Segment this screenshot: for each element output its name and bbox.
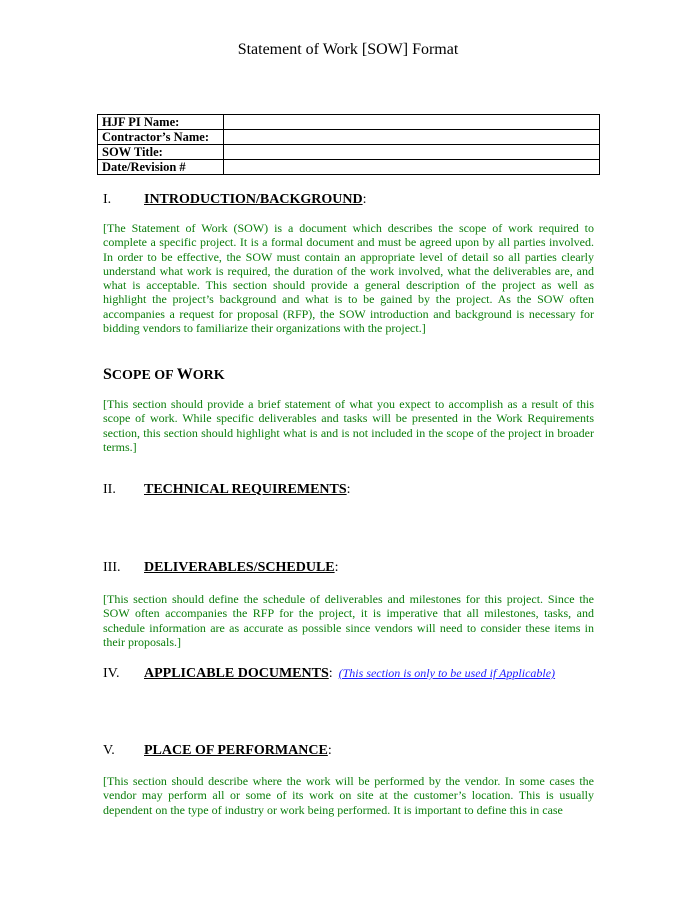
section-heading-deliverables — [103, 560, 339, 576]
deliverables-paragraph: [This section should define the schedule of deliverables and milestones for this project. Since the SOW often accompanies the RFP for the project, it is imperative that all milestones, tasks, and schedule information are as accurate as possible since vendors will need to consider these items in their proposals.] — [103, 592, 594, 649]
section-colon: : — [346, 482, 351, 497]
section-heading-intro — [103, 192, 366, 208]
table-row — [98, 130, 600, 145]
table-row — [98, 145, 600, 160]
section-title: DELIVERABLES/SCHEDULE — [144, 560, 335, 575]
date-revision-label: Date/Revision # — [98, 160, 224, 175]
applicable-note-link[interactable]: (This section is only to be used if Applicable) — [338, 666, 556, 680]
table-row — [98, 115, 600, 130]
section-colon: : — [327, 743, 332, 758]
section-number: II. — [103, 482, 116, 497]
section-colon: : — [334, 560, 339, 575]
intro-paragraph: [The Statement of Work (SOW) is a document which describes the scope of work required to complete a specific project. It is a formal document and must be agreed upon by all parties involved. In order to be effective, the SOW must contain an appropriate level of detail so all parties clearly understand what work is required, the duration of the work involved, what the deliverables are, and what is acceptable. This section should provide a general description of the project as well as highlight the project’s background and what is to be gained by the project. As the SOW often accompanies a request for proposal (RFP), the SOW introduction and background is necessary for bidding vendors to familiarize their organizations with the project.] — [103, 221, 594, 336]
scope-title-s: S — [103, 366, 112, 383]
section-number: III. — [103, 560, 121, 575]
scope-title-cope: COPE OF — [111, 368, 177, 383]
scope-paragraph: [This section should provide a brief statement of what you expect to accomplish as a result of this scope of work. While specific deliverables and tasks will be presented in the Work Requirements section, this section should highlight what is and is not included in the scope of the project in broader terms.] — [103, 397, 594, 454]
section-colon: : — [328, 666, 333, 681]
section-title: PLACE OF PERFORMANCE — [144, 743, 328, 758]
date-revision-value[interactable] — [224, 160, 600, 175]
section-number: V. — [103, 743, 115, 758]
section-colon: : — [362, 192, 367, 207]
section-title: TECHNICAL REQUIREMENTS — [144, 482, 347, 497]
sow-title-value[interactable] — [224, 145, 600, 160]
info-table — [97, 114, 600, 175]
scope-title — [103, 368, 225, 383]
contractor-name-label: Contractor’s Name: — [98, 130, 224, 145]
section-heading-applicable — [103, 665, 555, 682]
section-number: I. — [103, 192, 112, 207]
pi-name-value[interactable] — [224, 115, 600, 130]
section-heading-scope — [103, 367, 225, 384]
scope-title-w: W — [176, 366, 193, 383]
sow-title-label: SOW Title: — [98, 145, 224, 160]
table-row — [98, 160, 600, 175]
section-heading-technical — [103, 482, 351, 498]
section-heading-place — [103, 743, 332, 759]
page-title: Statement of Work [SOW] Format — [237, 41, 459, 58]
section-title: INTRODUCTION/BACKGROUND — [144, 192, 363, 207]
place-paragraph: [This section should describe where the work will be performed by the vendor. In some cases the vendor may perform all or some of its work on site at the customer’s location. This is usually dependent on the type of industry or work being performed. It is important to define this in case — [103, 774, 594, 817]
scope-title-ork: ORK — [192, 368, 225, 383]
section-title: APPLICABLE DOCUMENTS — [144, 666, 329, 681]
pi-name-label: HJF PI Name: — [98, 115, 224, 130]
contractor-name-value[interactable] — [224, 130, 600, 145]
section-number: IV. — [103, 666, 120, 681]
